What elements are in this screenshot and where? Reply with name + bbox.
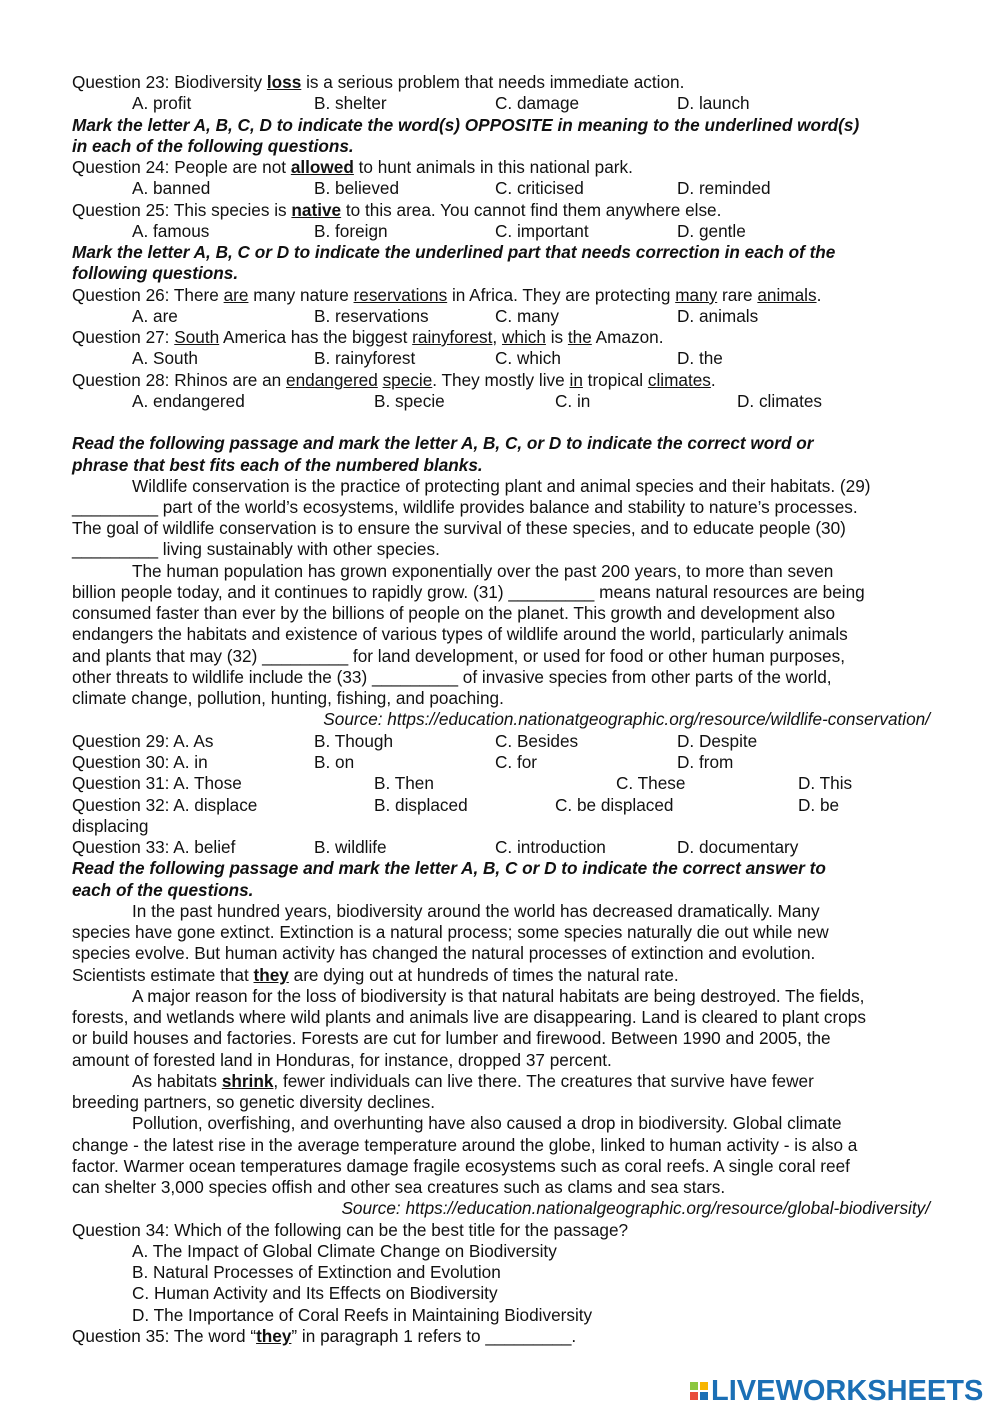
- passage-line: species have gone extinct. Extinction is a natural process; some species naturally die out while new: [72, 922, 829, 942]
- question-28: Question 28: Rhinos are an endangered specie. They mostly live in tropical climates.: [72, 370, 716, 390]
- option: D. documentary: [677, 837, 799, 857]
- option: D. from: [677, 752, 734, 772]
- option: D. The Importance of Coral Reefs in Maintaining Biodiversity: [132, 1305, 593, 1325]
- passage-line: In the past hundred years, biodiversity around the world has decreased dramatically. Many: [132, 901, 820, 921]
- option: A. profit: [132, 93, 192, 113]
- option: C. for: [495, 752, 538, 772]
- key-word: they: [256, 1326, 292, 1346]
- option: B. believed: [314, 178, 400, 198]
- option: C. criticised: [495, 178, 584, 198]
- option: C. Human Activity and Its Effects on Biodiversity: [132, 1283, 498, 1303]
- option: D. launch: [677, 93, 750, 113]
- option: A. endangered: [132, 391, 245, 411]
- option: B. wildlife: [314, 837, 387, 857]
- question-32: Question 32: A. displace: [72, 795, 258, 815]
- logo-mark-icon: [690, 1382, 708, 1400]
- option: D. be: [798, 795, 840, 815]
- option: B. Then: [374, 773, 434, 793]
- option: D. animals: [677, 306, 759, 326]
- option: B. Natural Processes of Extinction and Evolution: [132, 1262, 501, 1282]
- option: C. in: [555, 391, 591, 411]
- option: D. reminded: [677, 178, 771, 198]
- passage-line: consumed faster than ever by the billions of people on the planet. This growth and development also: [72, 603, 836, 623]
- key-word: loss: [266, 72, 302, 92]
- option: A. South: [132, 348, 198, 368]
- question-29: Question 29: A. As: [72, 731, 214, 751]
- question-26: Question 26: There are many nature reservations in Africa. They are protecting many rare animals.: [72, 285, 822, 305]
- instruction: Read the following passage and mark the letter A, B, C, or D to indicate the correct word or: [72, 433, 814, 453]
- option: D. gentle: [677, 221, 746, 241]
- option: A. The Impact of Global Climate Change on Biodiversity: [132, 1241, 557, 1261]
- passage-line: endangers the habitats and existence of various types of wildlife around the world, particularly animals: [72, 624, 848, 644]
- passage-line: and plants that may (32) _________ for land development, or used for food or other human purposes,: [72, 646, 845, 666]
- passage-line: A major reason for the loss of biodiversity is that natural habitats are being destroyed. The fields,: [132, 986, 865, 1006]
- option: B. rainyforest: [314, 348, 416, 368]
- passage-line: other threats to wildlife include the (33) _________ of invasive species from other parts of the world,: [72, 667, 832, 687]
- passage-line: Pollution, overfishing, and overhunting have also caused a drop in biodiversity. Global climate: [132, 1113, 842, 1133]
- option: C. These: [616, 773, 686, 793]
- instruction: phrase that best fits each of the numbered blanks.: [72, 455, 483, 475]
- passage-line: amount of forested land in Honduras, for instance, dropped 37 percent.: [72, 1050, 612, 1070]
- passage-line: _________ living sustainably with other species.: [72, 539, 440, 559]
- option: B. reservations: [314, 306, 429, 326]
- option: C. many: [495, 306, 559, 326]
- key-word: shrink: [221, 1071, 274, 1091]
- passage-line: change - the latest rise in the average temperature around the globe, linked to human activity - is also a: [72, 1135, 858, 1155]
- instruction: Mark the letter A, B, C or D to indicate the underlined part that needs correction in each of the: [72, 242, 836, 262]
- passage-line: As habitats shrink, fewer individuals can live there. The creatures that survive have fewer: [132, 1071, 814, 1091]
- instruction: Read the following passage and mark the letter A, B, C or D to indicate the correct answer to: [72, 858, 826, 878]
- passage-line: Wildlife conservation is the practice of protecting plant and animal species and their habitats. (29): [132, 476, 871, 496]
- question-35: Question 35: The word “they” in paragraph 1 refers to _________.: [72, 1326, 577, 1346]
- liveworksheets-logo: [690, 1374, 983, 1408]
- question-24: Question 24: People are not allowed to hunt animals in this national park.: [72, 157, 633, 177]
- option: B. shelter: [314, 93, 387, 113]
- option: D. the: [677, 348, 723, 368]
- passage-line: breeding partners, so genetic diversity declines.: [72, 1092, 436, 1112]
- option: D. Despite: [677, 731, 758, 751]
- question-31: Question 31: A. Those: [72, 773, 242, 793]
- option: C. be displaced: [555, 795, 674, 815]
- option: A. famous: [132, 221, 210, 241]
- question-27: Question 27: South America has the biggest rainyforest, which is the Amazon.: [72, 327, 664, 347]
- question-34: Question 34: Which of the following can be the best title for the passage?: [72, 1220, 629, 1240]
- passage-line: climate change, pollution, hunting, fishing, and poaching.: [72, 688, 504, 708]
- question-25: Question 25: This species is native to this area. You cannot find them anywhere else.: [72, 200, 722, 220]
- option: C. Besides: [495, 731, 579, 751]
- option: D. climates: [737, 391, 822, 411]
- passage-line: species evolve. But human activity has changed the natural processes of extinction and evolution.: [72, 943, 816, 963]
- instruction: following questions.: [72, 263, 239, 283]
- option: C. damage: [495, 93, 580, 113]
- passage-line: factor. Warmer ocean temperatures damage fragile ecosystems such as coral reefs. A single coral reef: [72, 1156, 850, 1176]
- option: C. which: [495, 348, 561, 368]
- passage-line: The goal of wildlife conservation is to ensure the survival of these species, and to educate people (30): [72, 518, 846, 538]
- passage-line: or build houses and factories. Forests are cut for lumber and firewood. Between 1990 and 2005, the: [72, 1028, 831, 1048]
- logo-text: LIVEWORKSHEETS: [711, 1374, 984, 1407]
- option: C. introduction: [495, 837, 606, 857]
- passage-line: _________ part of the world’s ecosystems, wildlife provides balance and stability to nature’s processes.: [72, 497, 858, 517]
- option: B. foreign: [314, 221, 388, 241]
- passage-line: billion people today, and it continues to rapidly grow. (31) _________ means natural resources are being: [72, 582, 865, 602]
- question-30: Question 30: A. in: [72, 752, 208, 772]
- option: D. This: [798, 773, 853, 793]
- option: B. specie: [374, 391, 445, 411]
- option: B. on: [314, 752, 355, 772]
- source-citation: Source: https://education.nationatgeographic.org/resource/wildlife-conservation/: [323, 709, 930, 729]
- option: A. are: [132, 306, 178, 326]
- option: A. banned: [132, 178, 211, 198]
- instruction: each of the questions.: [72, 880, 254, 900]
- option: C. important: [495, 221, 589, 241]
- instruction: Mark the letter A, B, C, D to indicate the word(s) OPPOSITE in meaning to the underlined word(s): [72, 115, 860, 135]
- passage-line: Scientists estimate that they are dying out at hundreds of times the natural rate.: [72, 965, 679, 985]
- question-23: Question 23: Biodiversity loss is a serious problem that needs immediate action.: [72, 72, 685, 92]
- question-33: Question 33: A. belief: [72, 837, 236, 857]
- option: B. displaced: [374, 795, 468, 815]
- key-word: they: [253, 965, 289, 985]
- passage-line: The human population has grown exponentially over the past 200 years, to more than seven: [132, 561, 834, 581]
- key-word: allowed: [290, 157, 354, 177]
- passage-line: can shelter 3,000 species offish and other sea creatures such as clams and sea stars.: [72, 1177, 726, 1197]
- source-citation: Source: https://education.nationalgeographic.org/resource/global-biodiversity/: [341, 1198, 930, 1218]
- passage-line: forests, and wetlands where wild plants and animals live are disappearing. Land is cleared to plant crops: [72, 1007, 866, 1027]
- key-word: native: [291, 200, 342, 220]
- option: B. Though: [314, 731, 393, 751]
- instruction: in each of the following questions.: [72, 136, 354, 156]
- option-continued: displacing: [72, 816, 149, 836]
